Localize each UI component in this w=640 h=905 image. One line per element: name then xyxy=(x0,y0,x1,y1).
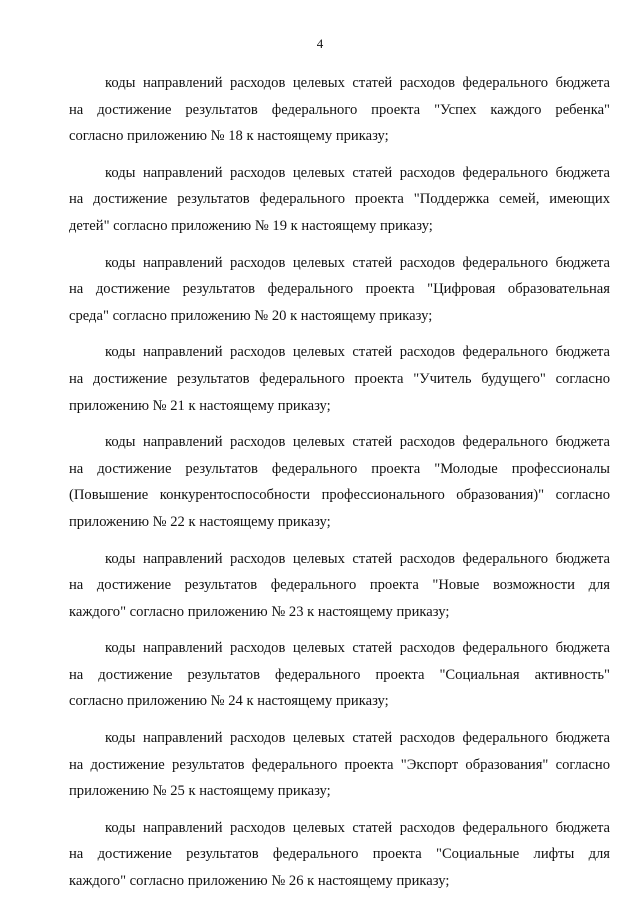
paragraph-line: среда" согласно приложению № 20 к настоящему приказу; xyxy=(69,307,433,324)
paragraph-line: на достижение результатов федерального проекта "Социальная активность" xyxy=(69,666,610,683)
paragraph-line: на достижение результатов федерального проекта "Молодые профессионалы xyxy=(69,460,610,477)
paragraph-line: на достижение результатов федерального проекта "Поддержка семей, имеющих xyxy=(69,191,610,208)
paragraph-line: коды направлений расходов целевых статей расходов федерального бюджета xyxy=(105,254,610,271)
paragraph-line: на достижение результатов федерального проекта "Цифровая образовательная xyxy=(69,281,610,298)
paragraph-8 xyxy=(69,725,610,805)
paragraph-4 xyxy=(69,339,610,419)
paragraph-line: (Повышение конкурентоспособности профессионального образования)" согласно xyxy=(69,487,610,504)
paragraph-line: коды направлений расходов целевых статей расходов федерального бюджета xyxy=(105,344,610,361)
paragraph-line: приложению № 21 к настоящему приказу; xyxy=(69,397,331,414)
paragraph-3 xyxy=(69,250,610,330)
paragraph-line: на достижение результатов федерального проекта "Учитель будущего" согласно xyxy=(69,370,610,387)
paragraph-line: приложению № 25 к настоящему приказу; xyxy=(69,783,331,800)
paragraph-line: детей" согласно приложению № 19 к настоящему приказу; xyxy=(69,217,433,234)
paragraph-line: на достижение результатов федерального проекта "Новые возможности для xyxy=(69,577,610,594)
paragraph-line: коды направлений расходов целевых статей расходов федерального бюджета xyxy=(105,730,610,747)
paragraph-line: коды направлений расходов целевых статей расходов федерального бюджета xyxy=(105,640,610,657)
paragraph-9 xyxy=(69,815,610,895)
paragraph-5 xyxy=(69,429,610,535)
page-number: 4 xyxy=(316,36,324,51)
paragraph-line: каждого" согласно приложению № 26 к настоящему приказу; xyxy=(69,873,450,890)
paragraph-line: каждого" согласно приложению № 23 к настоящему приказу; xyxy=(69,603,450,620)
paragraph-line: коды направлений расходов целевых статей расходов федерального бюджета xyxy=(105,819,610,836)
paragraph-line: коды направлений расходов целевых статей расходов федерального бюджета xyxy=(105,434,610,451)
document-body xyxy=(69,70,610,905)
paragraph-6 xyxy=(69,546,610,626)
paragraph-line: согласно приложению № 24 к настоящему приказу; xyxy=(69,693,389,710)
paragraph-line: на достижение результатов федерального проекта "Социальные лифты для xyxy=(69,846,610,863)
paragraph-line: на достижение результатов федерального проекта "Экспорт образования" согласно xyxy=(69,756,610,773)
paragraph-line: на достижение результатов федерального проекта "Успех каждого ребенка" xyxy=(69,101,610,118)
paragraph-line: коды направлений расходов целевых статей расходов федерального бюджета xyxy=(105,164,610,181)
paragraph-line: приложению № 22 к настоящему приказу; xyxy=(69,513,331,530)
paragraph-line: согласно приложению № 18 к настоящему приказу; xyxy=(69,128,389,145)
paragraph-line: коды направлений расходов целевых статей расходов федерального бюджета xyxy=(105,550,610,567)
paragraph-1 xyxy=(69,70,610,150)
paragraph-line: коды направлений расходов целевых статей расходов федерального бюджета xyxy=(105,75,610,91)
paragraph-2 xyxy=(69,160,610,240)
paragraph-7 xyxy=(69,635,610,715)
